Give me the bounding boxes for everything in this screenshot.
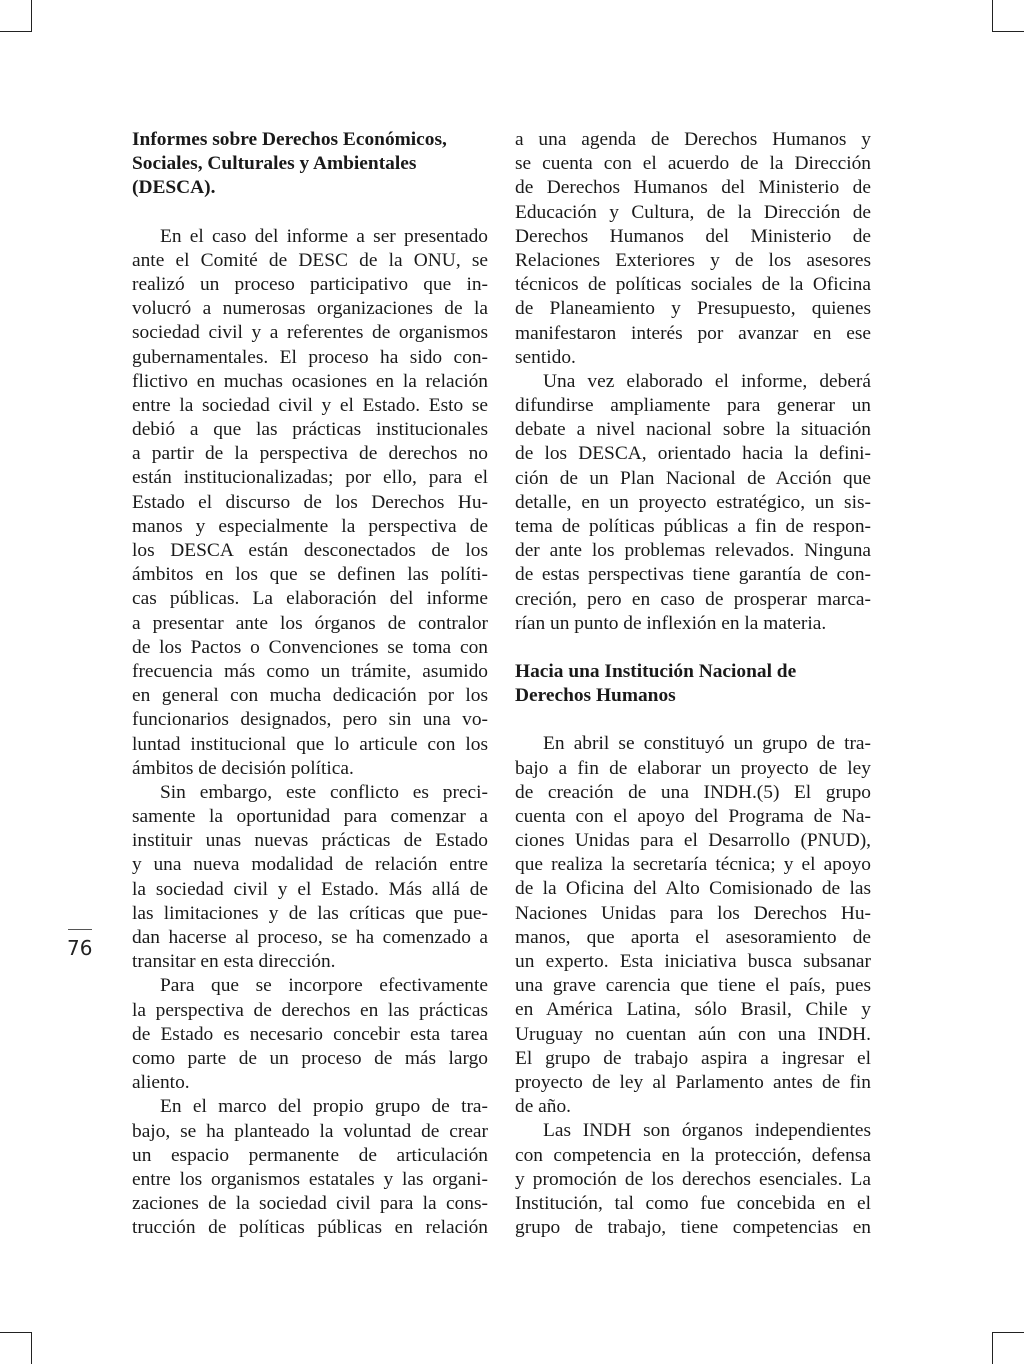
text-line: Institución, tal como fue concebida en el [515, 1192, 871, 1214]
text-line: luntad institucional que lo articule con los [132, 733, 488, 755]
text-line: en América Latina, sólo Brasil, Chile y [515, 999, 871, 1021]
text-line: de la Oficina del Alto Comisionado de las [515, 878, 871, 900]
text-line: a partir de la perspectiva de derechos no [132, 443, 488, 465]
text-line: cuenta con el apoyo del Programa de Na- [515, 805, 871, 827]
text-line: Para que se incorpore efectivamente [160, 975, 488, 997]
text-line: En el marco del propio grupo de tra- [160, 1096, 488, 1118]
text-line: manos, que aporta el asesoramiento de [515, 926, 871, 948]
text-line: bajo, se ha planteado la voluntad de crear [132, 1120, 488, 1142]
text-line: de Estado es necesario concebir esta tarea [132, 1023, 488, 1045]
text-line: debate a nivel nacional sobre la situación [515, 419, 871, 441]
heading-line: (DESCA). [132, 177, 216, 199]
text-line: En el caso del informe a ser presentado [160, 225, 488, 247]
text-line: En abril se constituyó un grupo de tra- [543, 733, 871, 755]
text-line: Una vez elaborado el informe, deberá [543, 370, 871, 392]
text-line: de año. [515, 1096, 571, 1118]
text-line: en general con mucha dedicación por los [132, 685, 488, 707]
text-line: como parte de un proceso de más largo [132, 1047, 488, 1069]
right-column [515, 128, 871, 1240]
text-line: ámbitos en los que se definen las políti- [132, 564, 488, 586]
crop-mark-bottom-left [0, 1332, 32, 1333]
text-line: aliento. [132, 1072, 190, 1094]
text-line: cas públicas. La elaboración del informe [132, 588, 488, 610]
text-line: Estado el discurso de los Derechos Hu- [132, 491, 488, 513]
text-line: instituir unas nuevas prácticas de Estado [132, 830, 488, 852]
section-heading [132, 128, 488, 201]
page-number: 76 [67, 936, 93, 960]
paragraph [132, 781, 488, 975]
paragraph [515, 370, 871, 636]
heading-line: Hacia una Institución Nacional de [515, 660, 797, 682]
paragraph [132, 1095, 488, 1240]
page-number-rule [68, 929, 92, 930]
paragraph [132, 225, 488, 781]
text-line: una grave carencia que tiene el país, pues [515, 975, 871, 997]
crop-mark-bottom-right [992, 1332, 1024, 1333]
section-heading [515, 660, 871, 708]
text-line: realizó un proceso participativo que in- [132, 273, 488, 295]
text-line: un experto. Esta iniciativa busca subsanar [515, 951, 871, 973]
text-line: un espacio permanente de articulación [132, 1144, 488, 1166]
text-line: entre los organismos estatales y las organi- [132, 1168, 488, 1190]
text-line: proyecto de ley al Parlamento antes de fin [515, 1071, 871, 1093]
text-line: técnicos de políticas sociales de la Oficina [515, 274, 871, 296]
text-line: frecuencia más como un trámite, asumido [132, 660, 488, 682]
text-line: zaciones de la sociedad civil para la cons- [132, 1193, 488, 1215]
text-line: Educación y Cultura, de la Dirección de [515, 201, 871, 223]
text-line: rían un punto de inflexión en la materia. [515, 612, 827, 634]
text-line: ámbitos de decisión política. [132, 757, 354, 779]
text-line: ción de un Plan Nacional de Acción que [515, 467, 871, 489]
left-column [132, 128, 488, 1240]
text-line: sentido. [515, 346, 576, 368]
text-line: samente la oportunidad para comenzar a [132, 806, 488, 828]
text-line: Uruguay no cuentan aún con una INDH. [515, 1023, 871, 1045]
crop-mark-top-right [992, 31, 1024, 32]
text-line: Derechos Humanos del Ministerio de [515, 225, 871, 247]
text-line: dan hacerse al proceso, se ha comenzado a [132, 927, 488, 949]
spacer [132, 201, 488, 225]
text-line: Las INDH son órganos independientes [543, 1120, 871, 1142]
text-line: que realiza la secretaría técnica; y el apoyo [515, 854, 871, 876]
text-line: ante el Comité de DESC de la ONU, se [132, 249, 488, 271]
text-line: Naciones Unidas para los Derechos Hu- [515, 902, 871, 924]
text-line: volucró a numerosas organizaciones de la [132, 298, 488, 320]
text-line: tema de políticas públicas a fin de respon- [515, 516, 871, 537]
text-line: El grupo de trabajo aspira a ingresar el [515, 1047, 871, 1069]
spacer [515, 708, 871, 732]
text-line: gubernamentales. El proceso ha sido con- [132, 346, 488, 368]
crop-mark-top-left [31, 0, 32, 32]
text-line: de Derechos Humanos del Ministerio de [515, 177, 871, 199]
text-line: a presentar ante los órganos de contralor [132, 612, 488, 634]
text-line: de los Pactos o Convenciones se toma con [132, 636, 488, 658]
spacer [515, 636, 871, 660]
text-line: los DESCA están desconectados de los [132, 540, 488, 562]
text-line: funcionarios designados, pero sin una vo- [132, 709, 488, 731]
text-line: las limitaciones y de las críticas que pue- [132, 902, 488, 924]
text-line: der ante los problemas relevados. Ninguna [515, 540, 871, 562]
text-line: entre la sociedad civil y el Estado. Esto se [132, 394, 488, 416]
text-line: trucción de políticas públicas en relación [132, 1217, 488, 1239]
crop-mark-top-left [0, 31, 32, 32]
text-line: Sin embargo, este conflicto es preci- [160, 781, 488, 803]
paragraph [515, 128, 871, 370]
text-line: bajo a fin de elaborar un proyecto de ley [515, 757, 871, 779]
paragraph [132, 974, 488, 1095]
text-line: manifestaron interés por avanzar en ese [515, 322, 871, 344]
text-line: transitar en esta dirección. [132, 951, 336, 973]
text-line: manos y especialmente la perspectiva de [132, 515, 488, 537]
heading-line: Informes sobre Derechos Económicos, [132, 129, 447, 150]
text-line: detalle, en un proyecto estratégico, un sis- [515, 491, 871, 513]
text-line: difundirse ampliamente para generar un [515, 395, 871, 417]
text-line: grupo de trabajo, tiene competencias en [515, 1217, 871, 1239]
text-line: con competencia en la protección, defensa [515, 1144, 871, 1166]
crop-mark-top-right [992, 0, 993, 32]
text-line: de los DESCA, orientado hacia la defini- [515, 443, 871, 465]
text-line: están institucionalizadas; por ello, para el [132, 467, 488, 489]
crop-mark-bottom-right [992, 1332, 993, 1364]
paragraph [515, 732, 871, 1119]
text-line: flictivo en muchas ocasiones en la relación [132, 370, 488, 392]
text-line: de estas perspectivas tiene garantía de con- [515, 564, 871, 586]
text-line: la sociedad civil y el Estado. Más allá de [132, 878, 488, 900]
heading-line: Sociales, Culturales y Ambientales [132, 153, 417, 175]
text-line: Relaciones Exteriores y de los asesores [515, 249, 871, 271]
text-line: y una nueva modalidad de relación entre [132, 854, 488, 876]
text-line: a una agenda de Derechos Humanos y [515, 129, 871, 150]
heading-line: Derechos Humanos [515, 685, 676, 707]
text-line: de creación de una INDH.(5) El grupo [515, 781, 871, 803]
text-line: y promoción de los derechos esenciales. La [515, 1168, 871, 1190]
text-line: se cuenta con el acuerdo de la Dirección [515, 153, 871, 175]
paragraph [515, 1119, 871, 1240]
text-line: de Planeamiento y Presupuesto, quienes [515, 298, 871, 320]
text-line: sociedad civil y a referentes de organismos [132, 322, 488, 344]
text-line: creción, pero en caso de prosperar marca- [515, 588, 871, 610]
crop-mark-bottom-left [31, 1332, 32, 1364]
text-line: ciones Unidas para el Desarrollo (PNUD), [515, 830, 871, 852]
text-line: la perspectiva de derechos en las prácticas [132, 999, 488, 1021]
text-line: debió a que las prácticas institucionales [132, 419, 488, 441]
